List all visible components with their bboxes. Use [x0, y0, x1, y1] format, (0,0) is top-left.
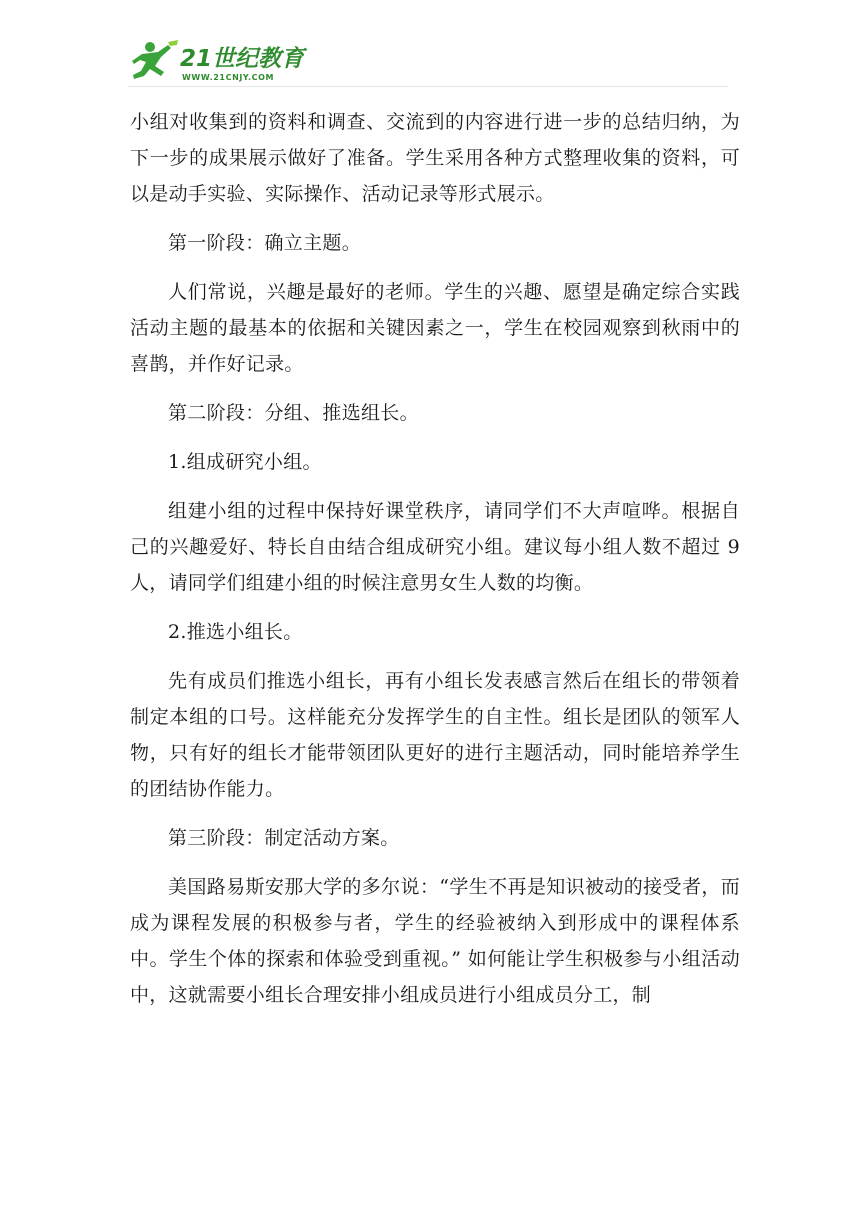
- logo-text: 21世纪教育: [180, 46, 305, 72]
- paragraph: 人们常说，兴趣是最好的老师。学生的兴趣、愿望是确定综合实践活动主题的最基本的依据和关键因素之一，学生在校园观察到秋雨中的喜鹊，并作好记录。: [130, 281, 740, 375]
- paragraph: 第三阶段：制定活动方案。: [168, 827, 400, 849]
- 21cnjy-logo: [128, 36, 328, 88]
- paragraph: 组建小组的过程中保持好课堂秩序，请同学们不大声喧哗。根据自己的兴趣爱好、特长自由结合组成研究小组。建议每小组人数不超过 9 人，请同学们组建小组的时候注意男女生人数的均衡。: [130, 500, 740, 594]
- paragraph: 小组对收集到的资料和调查、交流到的内容进行进一步的总结归纳，为下一步的成果展示做好了准备。学生采用各种方式整理收集的资料，可以是动手实验、实际操作、活动记录等形式展示。: [130, 111, 740, 205]
- paragraph: 美国路易斯安那大学的多尔说：“学生不再是知识被动的接受者，而成为课程发展的积极参与者，学生的经验被纳入到形成中的课程体系中。学生个体的探索和体验受到重视。” 如何能让学生积极参与小组活动中，这就需要小组长合理安排小组成员进行小组成员分工，制: [130, 876, 740, 1006]
- paragraph: 先有成员们推选小组长，再有小组长发表感言然后在组长的带领着制定本组的口号。这样能充分发挥学生的自主性。组长是团队的领军人物，只有好的组长才能带领团队更好的进行主题活动，同时能培养学生的团结协作能力。: [130, 670, 740, 800]
- page-header: [128, 36, 728, 94]
- paragraph: 第二阶段：分组、推选组长。: [168, 402, 419, 424]
- runner-icon: [132, 40, 178, 79]
- document-body: [130, 104, 740, 1026]
- header-divider: [128, 86, 728, 87]
- paragraph: 1.组成研究小组。: [168, 451, 322, 473]
- paragraph: 2.推选小组长。: [168, 621, 303, 643]
- paragraph: 第一阶段：确立主题。: [168, 232, 362, 254]
- logo-url: WWW.21CNJY.COM: [182, 73, 275, 82]
